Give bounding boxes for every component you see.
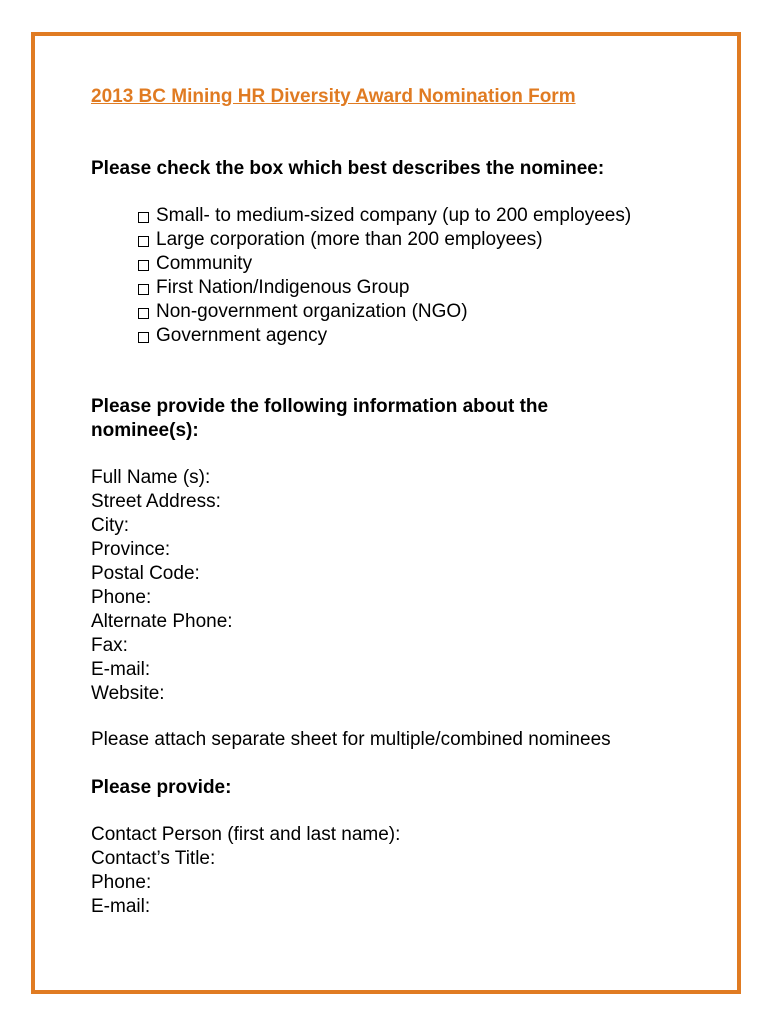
field-row-province [91, 538, 619, 562]
nominee-info-heading-cont: nominee(s): [91, 420, 199, 441]
nominee-fields [91, 466, 619, 706]
checkbox-large-corporation[interactable] [138, 236, 149, 247]
alternate-phone-input[interactable] [239, 612, 619, 632]
street-address-input[interactable] [227, 492, 607, 512]
nominee-type-option[interactable] [138, 228, 631, 252]
field-label: Full Name (s): [91, 467, 211, 488]
field-label: E-mail: [91, 896, 151, 917]
contact-title-input[interactable] [221, 849, 601, 869]
website-input[interactable] [171, 684, 551, 704]
option-label: Small- to medium-sized company (up to 200 employees) [156, 205, 632, 226]
nominee-type-option[interactable] [138, 252, 631, 276]
field-row-contact-title [91, 847, 656, 871]
email-input[interactable] [156, 660, 536, 680]
field-row-email [91, 658, 619, 682]
contact-email-input[interactable] [156, 897, 536, 917]
field-row-contact-person [91, 823, 656, 847]
field-label: Website: [91, 683, 165, 704]
field-row-city [91, 514, 619, 538]
nominee-type-heading: Please check the box which best describes the nominee: [91, 158, 605, 179]
checkbox-first-nation[interactable] [138, 284, 149, 295]
field-row-street-address [91, 490, 619, 514]
checkbox-ngo[interactable] [138, 308, 149, 319]
contact-person-input[interactable] [406, 825, 656, 845]
contact-heading: Please provide: [91, 777, 232, 798]
field-label: Contact’s Title: [91, 848, 216, 869]
field-row-alternate-phone [91, 610, 619, 634]
contact-phone-input[interactable] [157, 873, 537, 893]
full-name-input[interactable] [216, 468, 596, 488]
field-row-postal-code [91, 562, 619, 586]
field-label: Street Address: [91, 491, 221, 512]
checkbox-government-agency[interactable] [138, 332, 149, 343]
field-row-website [91, 682, 619, 706]
province-input[interactable] [176, 540, 556, 560]
option-label: Community [156, 253, 253, 274]
field-row-contact-phone [91, 871, 656, 895]
form-title: 2013 BC Mining HR Diversity Award Nomination Form [91, 86, 576, 107]
field-label: E-mail: [91, 659, 151, 680]
attach-note: Please attach separate sheet for multiple/combined nominees [91, 729, 611, 750]
postal-code-input[interactable] [206, 564, 586, 584]
checkbox-community[interactable] [138, 260, 149, 271]
city-input[interactable] [135, 516, 515, 536]
nominee-type-checklist [138, 204, 631, 348]
option-label: Large corporation (more than 200 employees) [156, 229, 543, 250]
field-label: Fax: [91, 635, 128, 656]
field-label: Province: [91, 539, 171, 560]
field-row-phone [91, 586, 619, 610]
field-label: Contact Person (first and last name): [91, 824, 401, 845]
nominee-type-option[interactable] [138, 204, 631, 228]
nominee-info-heading: Please provide the following information about the [91, 396, 549, 417]
field-label: Postal Code: [91, 563, 200, 584]
phone-input[interactable] [157, 588, 537, 608]
nominee-type-option[interactable] [138, 324, 631, 348]
field-label: Phone: [91, 587, 152, 608]
field-label: Phone: [91, 872, 152, 893]
checkbox-small-medium-company[interactable] [138, 212, 149, 223]
field-label: City: [91, 515, 129, 536]
field-row-contact-email [91, 895, 656, 919]
nominee-type-option[interactable] [138, 276, 631, 300]
field-label: Alternate Phone: [91, 611, 233, 632]
fax-input[interactable] [134, 636, 514, 656]
contact-fields [91, 823, 656, 919]
option-label: Non-government organization (NGO) [156, 301, 468, 322]
nominee-type-option[interactable] [138, 300, 631, 324]
option-label: First Nation/Indigenous Group [156, 277, 410, 298]
field-row-fax [91, 634, 619, 658]
option-label: Government agency [156, 325, 328, 346]
field-row-full-name [91, 466, 619, 490]
